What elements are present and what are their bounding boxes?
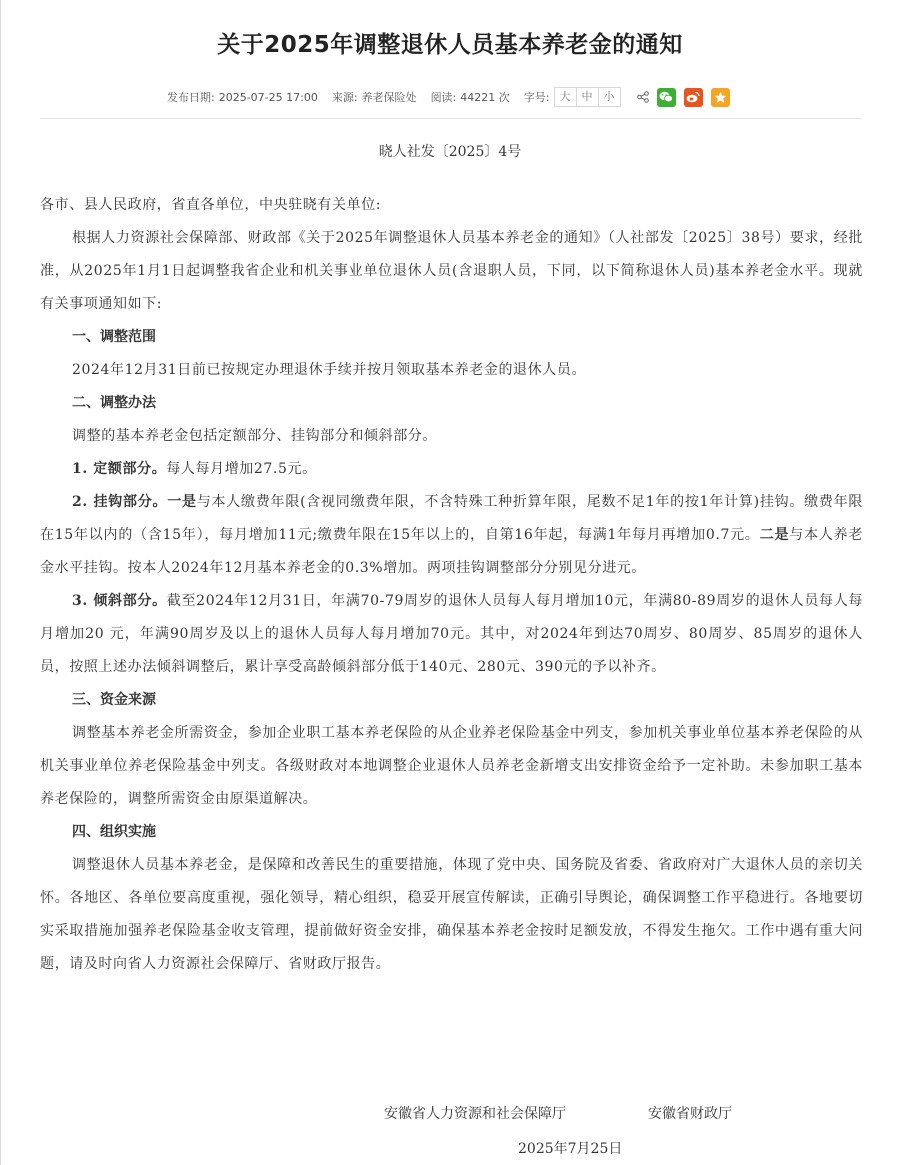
source-value: 养老保险处 — [361, 91, 417, 104]
item-2-label: 2. 挂钩部分。一是 — [72, 494, 197, 510]
item-2-text-a: 与本人缴费年限(含视同缴费年限，不含特殊工种折算年限，尾数不足1年的按1年计算)挂钩。缴费年限在15年以内的（含15年），每月增加11元;缴费年限在15年以上的，自第16年起，每满1年每月再增加0.7元。 — [40, 494, 863, 543]
item-3-text: 截至2024年12月31日，年满70-79周岁的退休人员每人每月增加10元，年满80-89周岁的退休人员每人每月增加20 元，年满90周岁及以上的退休人员每人每月增加70元。其中，对2024年到达70周岁、80周岁、85周岁的退休人员，按照上述办法倾斜调整后，累计享受高龄倾斜部分低于140元、280元、390元的予以补齐。 — [40, 593, 863, 675]
font-size-large-button[interactable]: 大 — [559, 90, 571, 103]
section-3-heading: 三、资金来源 — [72, 692, 156, 708]
source — [332, 89, 417, 105]
item-1-text: 每人每月增加27.5元。 — [166, 461, 317, 477]
item-2-text-b: 与本人养老金水平挂钩。按本人2024年12月基本养老金的0.3%增加。两项挂钩调整部分分别见分进元。 — [40, 527, 864, 576]
wechat-icon — [659, 91, 673, 103]
item-2-label-b: 二是 — [759, 527, 790, 543]
signature-org-finance: 安徽省财政厅 — [648, 1106, 732, 1122]
view-count-label: 阅读: — [430, 91, 457, 104]
weibo-icon — [686, 91, 700, 103]
salutation: 各市、县人民政府，省直各单位，中央驻晓有关单位: — [40, 197, 382, 213]
signature-date: 2025年7月25日 — [518, 1141, 623, 1157]
section-2-text: 调整的基本养老金包括定额部分、挂钩部分和倾斜部分。 — [72, 428, 437, 444]
item-3-label: 3. 倾斜部分。 — [72, 593, 167, 609]
intro-paragraph: 根据人力资源社会保障部、财政部《关于2025年调整退休人员基本养老金的通知》（人社部发〔2025〕38号）要求，经批准，从2025年1月1日起调整我省企业和机关事业单位退休人员(含退职人员，下同，以下简称退休人员)基本养老金水平。现就有关事项通知如下: — [40, 230, 863, 312]
view-count — [431, 89, 510, 105]
article-title: 关于2025年调整退休人员基本养老金的通知 — [217, 32, 683, 58]
font-size-medium-button[interactable]: 中 — [576, 88, 598, 106]
section-2-heading: 二、调整办法 — [72, 395, 156, 411]
wechat-share-button[interactable] — [657, 88, 676, 107]
weibo-share-button[interactable] — [684, 88, 703, 107]
section-4-text: 调整退休人员基本养老金，是保障和改善民生的重要措施，体现了党中央、国务院及省委、省政府对广大退休人员的亲切关怀。各地区、各单位要高度重视，强化领导，精心组织，稳妥开展宣传解读，正确引导舆论，确保调整工作平稳进行。各地要切实采取措施加强养老保险基金收支管理，提前做好资金安排，确保基本养老金按时足额发放，不得发生拖欠。工作中遇有重大问题，请及时向省人力资源社会保障厅、省财政厅报告。 — [40, 857, 863, 972]
publish-date-value: 2025-07-25 17:00 — [218, 91, 318, 104]
publish-date — [167, 89, 318, 105]
favorite-button[interactable] — [711, 88, 730, 107]
section-2-item-2 — [40, 486, 863, 585]
source-label: 来源: — [331, 91, 358, 104]
font-size-switcher — [554, 87, 621, 107]
star-icon — [714, 91, 727, 104]
document-number: 晓人社发〔2025〕4号 — [378, 144, 522, 160]
section-1-text: 2024年12月31日前已按规定办理退休手续并按月领取基本养老金的退休人员。 — [72, 362, 587, 378]
view-count-value: 44221 次 — [460, 91, 510, 104]
meta-divider — [40, 118, 862, 119]
publish-date-label: 发布日期: — [167, 91, 215, 104]
font-size-label: 字号: — [523, 91, 550, 104]
section-1-heading: 一、调整范围 — [72, 329, 156, 345]
article-meta-bar — [167, 86, 738, 108]
share-icon[interactable] — [637, 91, 649, 103]
section-2-item-1 — [40, 453, 863, 486]
section-4-heading: 四、组织实施 — [72, 824, 156, 840]
item-1-label: 1. 定额部分。 — [72, 461, 167, 477]
section-2-item-3 — [40, 585, 863, 684]
font-size-small-button[interactable]: 小 — [598, 88, 620, 106]
signature-org-hrss: 安徽省人力资源和社会保障厅 — [384, 1106, 566, 1122]
page-left-border — [0, 0, 1, 1165]
section-3-text: 调整基本养老金所需资金，参加企业职工基本养老保险的从企业养老保险基金中列支，参加机关事业单位基本养老保险的从机关事业单位养老保险基金中列支。各级财政对本地调整企业退休人员养老金新增支出安排资金给予一定补助。未参加职工基本养老保险的，调整所需资金由原渠道解决。 — [40, 725, 863, 807]
